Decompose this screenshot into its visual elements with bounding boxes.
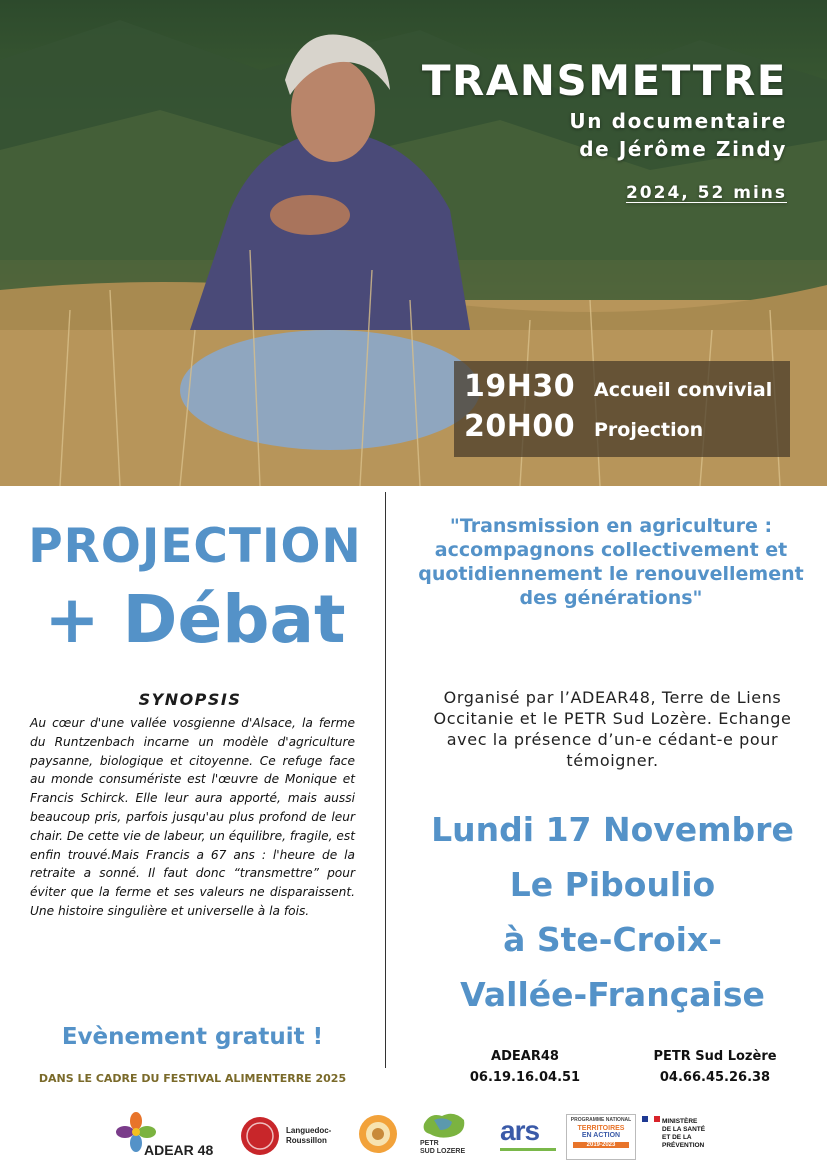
petr-line1: PETR	[420, 1140, 439, 1147]
hero-photo	[0, 0, 827, 486]
contact-name: ADEAR48	[491, 1049, 559, 1064]
organised-by-text: Organisé par l’ADEAR48, Terre de Liens Occitanie et le PETR Sud Lozère. Echange avec la présence d’un-e cédant-e pour témoigner.	[433, 688, 792, 770]
adear-flower-logo	[116, 1110, 226, 1162]
petr-text	[420, 1140, 465, 1156]
contact-phone: 06.19.16.04.51	[469, 1070, 581, 1085]
film-meta: 2024, 52 mins	[625, 183, 787, 203]
event-date: Lundi 17 Novembre	[431, 810, 794, 849]
ars-text: ars	[500, 1115, 540, 1146]
event-town-line1: à Ste-Croix-	[503, 920, 722, 959]
ars-underline	[500, 1148, 556, 1151]
film-title-block	[422, 56, 787, 203]
schedule-time: 19H30	[464, 369, 576, 404]
round-seal-logo	[358, 1114, 398, 1154]
headline-debat: + Débat	[44, 581, 346, 658]
ars-logo	[500, 1116, 564, 1156]
column-divider	[385, 492, 386, 1068]
ministere-text	[662, 1118, 722, 1150]
event-town-line2: Vallée-Française	[460, 975, 765, 1014]
film-subtitle-line1: Un documentaire	[569, 109, 787, 133]
ministere-line2: DE LA SANTÉ	[662, 1126, 706, 1133]
contacts	[440, 1046, 800, 1088]
headline-projection: PROJECTION	[28, 519, 362, 574]
synopsis-text: Au cœur d'une vallée vosgienne d'Alsace, la ferme du Runtzenbach incarne un modèle d'agriculture paysanne, biologique et citoyenne. Ce refuge face au monde consumériste est l'œuvre de Monique et Francis Schirck. Elle leur aura apporté, mais aussi beaucoup pris, parfois jusqu'au plus profond de leur chair. De cette vie de labeur, un équilibre, fragile, est enfin trouvé.Mais Francis a 67 ans : l'heure de la retraite a sonné. Il faut donc “transmettre” pour éviter que la ferme et ses valeurs ne disparaissent. Une histoire singulière et universelle à la fois.	[30, 716, 355, 918]
languedoc-line1: Languedoc-	[286, 1126, 332, 1135]
pnat-line3: EN ACTION	[581, 1132, 621, 1139]
schedule-row	[464, 369, 790, 409]
film-subtitle-line2: de Jérôme Zindy	[579, 137, 787, 161]
schedule-box	[454, 361, 790, 457]
languedoc-seal-icon	[240, 1116, 280, 1156]
adear-logo-text: ADEAR 48	[144, 1142, 214, 1158]
languedoc-line2: Roussillon	[286, 1136, 327, 1145]
festival-label: DANS LE CADRE DU FESTIVAL ALIMENTERRE 2025	[38, 1072, 347, 1085]
petr-sud-lozere-logo	[420, 1110, 470, 1160]
round-seal-icon	[358, 1114, 398, 1154]
pnat-line2: TERRITOIRES	[577, 1125, 625, 1132]
headline	[20, 516, 370, 662]
event-venue: Le Piboulio	[509, 865, 716, 904]
petr-map-icon	[420, 1110, 468, 1140]
schedule-time: 20H00	[464, 409, 576, 444]
schedule-row	[464, 409, 790, 449]
ministere-logo	[642, 1116, 722, 1160]
schedule-label: Projection	[594, 419, 704, 441]
contact-petr	[630, 1046, 800, 1088]
pnat-years: 2019-2023	[573, 1142, 629, 1148]
schedule-label: Accueil convivial	[594, 379, 773, 401]
programme-national-logo	[566, 1114, 636, 1160]
ministere-line1: MINISTÈRE	[662, 1118, 698, 1125]
contact-adear48	[440, 1046, 610, 1088]
film-title: TRANSMETTRE	[421, 56, 787, 105]
french-flag-icon	[642, 1116, 660, 1122]
petr-line2: SUD LOZERE	[420, 1148, 466, 1155]
languedoc-text	[286, 1126, 331, 1146]
event-date-venue	[405, 802, 820, 1022]
synopsis-title: SYNOPSIS	[138, 690, 242, 709]
quote: "Transmission en agriculture : accompagnons collectivement et quotidiennement le renouvellement des générations"	[418, 515, 804, 609]
ministere-line3: ET DE LA PRÉVENTION	[662, 1134, 705, 1149]
free-event-label: Evènement gratuit !	[61, 1024, 324, 1050]
contact-phone: 04.66.45.26.38	[659, 1070, 771, 1085]
contact-name: PETR Sud Lozère	[653, 1049, 777, 1064]
pnat-line1: PROGRAMME NATIONAL	[570, 1117, 632, 1123]
languedoc-roussillon-logo	[240, 1112, 340, 1160]
partner-logos	[0, 1108, 827, 1168]
